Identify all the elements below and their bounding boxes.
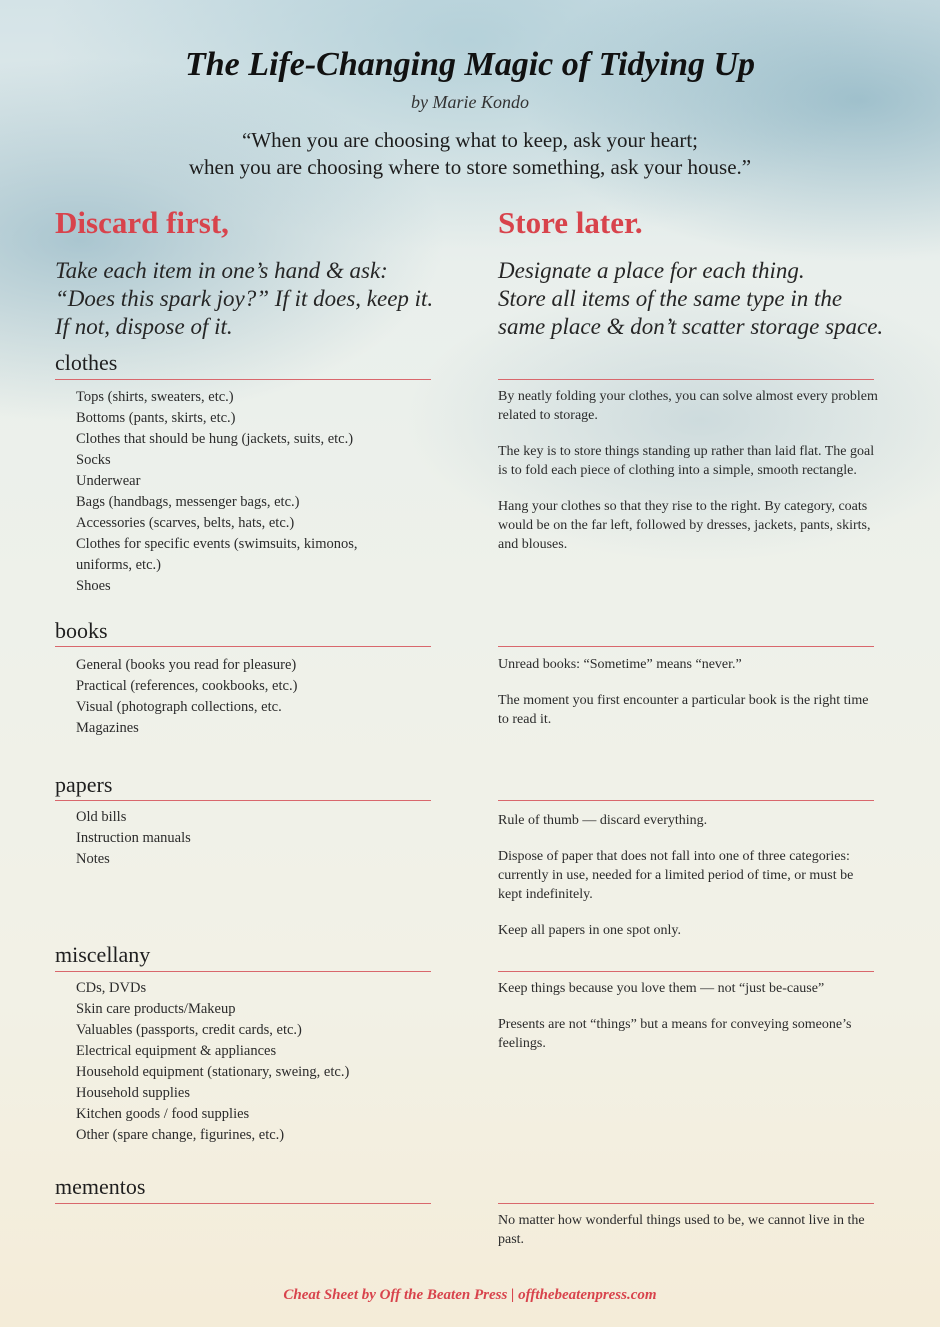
category-list: [76, 655, 416, 739]
list-item: Valuables (passports, credit cards, etc.): [76, 1022, 302, 1038]
tip-paragraph: Dispose of paper that does not fall into one of three categories: currently in use, needed for a limited period of time, or must be kept indefinitely.: [498, 849, 854, 902]
tip-paragraph: The moment you first encounter a particular book is the right time to read it.: [498, 693, 869, 727]
section-divider: [498, 800, 874, 801]
section-divider: [55, 800, 431, 801]
list-item: Other (spare change, figurines, etc.): [76, 1127, 285, 1143]
section-divider: [498, 379, 874, 380]
section-divider: [498, 646, 874, 647]
tip-paragraph: Hang your clothes so that they rise to the right. By category, coats would be on the far left, followed by dresses, jackets, pants, skirts, and blouses.: [498, 499, 871, 552]
list-item: Bags (handbags, messenger bags, etc.): [76, 494, 300, 510]
section-title: papers: [55, 772, 113, 797]
list-item: Instruction manuals: [76, 830, 191, 846]
section-divider: [55, 646, 431, 647]
category-list: [76, 807, 416, 870]
storage-tips: [498, 811, 878, 957]
store-instructions: [498, 257, 918, 341]
list-item: Notes: [76, 851, 110, 867]
section-title: books: [55, 618, 108, 643]
tip-paragraph: The key is to store things standing up rather than laid flat. The goal is to fold each piece of clothing into a simple, smooth rectangle.: [498, 444, 875, 478]
instruction-line: Designate a place for each thing.: [498, 258, 805, 283]
tip-paragraph: Keep all papers in one spot only.: [498, 923, 681, 938]
discard-instructions: [55, 257, 475, 341]
list-item: Magazines: [76, 720, 139, 736]
quote-line: when you are choosing where to store something, ask your house.”: [188, 155, 752, 179]
list-item: Kitchen goods / food supplies: [76, 1106, 250, 1122]
instruction-line: Take each item in one’s hand & ask:: [55, 258, 388, 283]
list-item: Bottoms (pants, skirts, etc.): [76, 410, 236, 426]
tip-paragraph: Keep things because you love them — not “just be-cause”: [498, 981, 825, 996]
list-item: Household equipment (stationary, sweing, etc.): [76, 1064, 350, 1080]
section-divider: [498, 971, 874, 972]
page-title: The Life-Changing Magic of Tidying Up: [184, 46, 756, 83]
discard-heading: Discard first,: [55, 205, 229, 240]
list-item: Socks: [76, 452, 111, 468]
store-heading: Store later.: [498, 205, 643, 240]
tip-paragraph: No matter how wonderful things used to be, we cannot live in the past.: [498, 1213, 865, 1247]
section-divider: [498, 1203, 874, 1204]
footer-credit: Cheat Sheet by Off the Beaten Press | offthebeatenpress.com: [283, 1287, 657, 1303]
section-divider: [55, 971, 431, 972]
quote-line: “When you are choosing what to keep, ask your heart;: [241, 128, 698, 152]
list-item: Accessories (scarves, belts, hats, etc.): [76, 515, 295, 531]
category-list: [76, 387, 416, 597]
section-title: mementos: [55, 1174, 146, 1199]
epigraph-quote: [0, 127, 940, 181]
list-item: CDs, DVDs: [76, 980, 147, 996]
storage-tips: [498, 1211, 878, 1266]
list-item: Electrical equipment & appliances: [76, 1043, 277, 1059]
tip-paragraph: Presents are not “things” but a means for conveying someone’s feelings.: [498, 1017, 852, 1051]
list-item: Household supplies: [76, 1085, 190, 1101]
section-title: miscellany: [55, 942, 151, 967]
list-item: Practical (references, cookbooks, etc.): [76, 678, 298, 694]
list-item: General (books you read for pleasure): [76, 657, 297, 673]
list-item: Clothes for specific events (swimsuits, kimonos, uniforms, etc.): [76, 536, 358, 573]
author-byline: by Marie Kondo: [411, 92, 529, 112]
tip-paragraph: Unread books: “Sometime” means “never.”: [498, 657, 742, 672]
section-divider: [55, 379, 431, 380]
list-item: Tops (shirts, sweaters, etc.): [76, 389, 234, 405]
list-item: Clothes that should be hung (jackets, suits, etc.): [76, 431, 354, 447]
storage-tips: [498, 655, 878, 746]
list-item: Visual (photograph collections, etc.: [76, 699, 282, 715]
section-divider: [55, 1203, 431, 1204]
storage-tips: [498, 387, 878, 571]
instruction-line: Store all items of the same type in the: [498, 286, 843, 311]
list-item: Shoes: [76, 578, 111, 594]
instruction-line: “Does this spark joy?” If it does, keep it.: [55, 286, 434, 311]
instruction-line: same place & don’t scatter storage space.: [498, 314, 884, 339]
tip-paragraph: By neatly folding your clothes, you can solve almost every problem related to storage.: [498, 389, 878, 423]
list-item: Underwear: [76, 473, 141, 489]
category-list: [76, 978, 416, 1146]
instruction-line: If not, dispose of it.: [55, 314, 233, 339]
list-item: Old bills: [76, 809, 127, 825]
section-title: clothes: [55, 350, 118, 375]
list-item: Skin care products/Makeup: [76, 1001, 236, 1017]
storage-tips: [498, 979, 878, 1070]
tip-paragraph: Rule of thumb — discard everything.: [498, 813, 708, 828]
